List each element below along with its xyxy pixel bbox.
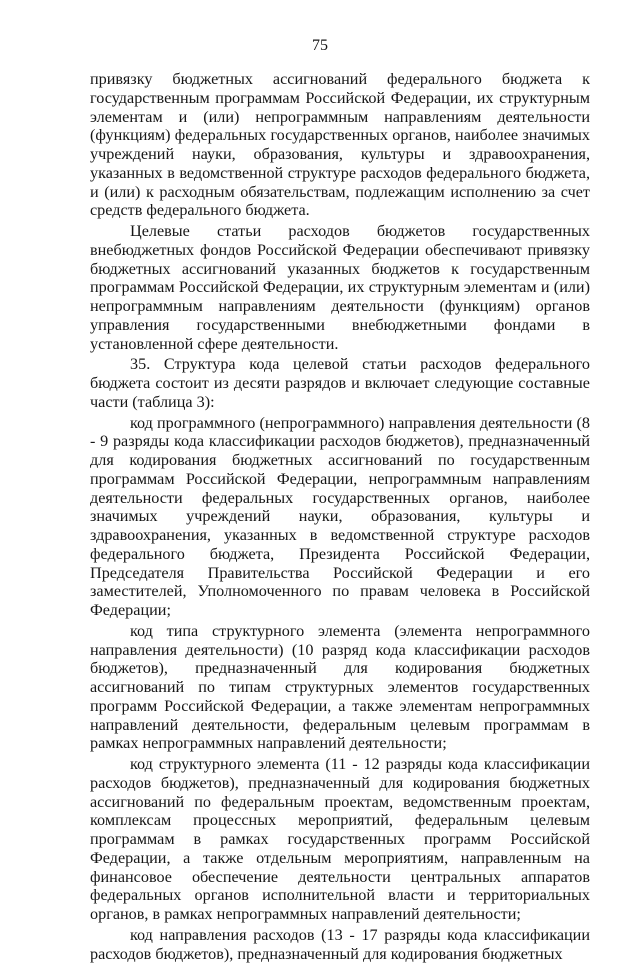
list-item-program-code: код программного (непрограммного) направления деятельности (8 - 9 разряды кода классификации расходов бюджетов), предназначенный для кодирования бюджетных ассигнований по государственным программам Российской Федерации, непрограммным направлениям деятельности федеральных государственных органов, наиболее значимых учреждений науки, образования, культуры и здравоохранения, указанных в ведомственной структуре расходов федерального бюджета, Президента Российской Федерации, Председателя Правительства Российской Федерации и его заместителей, Уполномоченного по правам человека в Российской Федерации; xyxy=(90,413,590,619)
document-body xyxy=(90,70,590,963)
page-number: 75 xyxy=(312,37,328,54)
paragraph-extrabudgetary-funds: Целевые статьи расходов бюджетов государственных внебюджетных фондов Российской Федерации обеспечивают привязку бюджетных ассигнований указанных бюджетов к государственным программам Российской Федерации, их структурным элементам и (или) непрограммным направлениям деятельности (функциям) органов управления государственными внебюджетными фондами в установленной сфере деятельности. xyxy=(90,222,590,353)
list-item-structural-element-code: код структурного элемента (11 - 12 разряды кода классификации расходов бюджетов), предназначенный для кодирования бюджетных ассигнований по федеральным проектам, ведомственным проектам, комплексам процессных мероприятий, федеральным целевым программам в рамках государственных программ Российской Федерации, а также отдельным мероприятиям, направленным на финансовое обеспечение деятельности центральных аппаратов федеральных органов исполнительной власти и территориальных органов, в рамках непрограммных направлений деятельности; xyxy=(90,755,590,923)
paragraph-clause-35: 35. Структура кода целевой статьи расходов федерального бюджета состоит из десяти разрядов и включает следующие составные части (таблица 3): xyxy=(90,355,590,411)
list-item-element-type-code: код типа структурного элемента (элемента непрограммного направления деятельности) (10 разряд кода классификации расходов бюджетов), предназначенный для кодирования бюджетных ассигнований по типам структурных элементов государственных программ Российской Федерации, а также элементам непрограммных направлений деятельности, федеральным целевым программам в рамках непрограммных направлений деятельности; xyxy=(90,621,590,753)
list-item-expense-direction-code: код направления расходов (13 - 17 разряды кода классификации расходов бюджетов), предназначенный для кодирования бюджетных xyxy=(90,925,590,963)
paragraph-continuation: привязку бюджетных ассигнований федерального бюджета к государственным программам Российской Федерации, их структурным элементам и (или) непрограммным направлениям деятельности (функциям) федеральных государственных органов, наиболее значимых учреждений науки, образования, культуры и здравоохранения, указанных в ведомственной структуре расходов федерального бюджета, и (или) к расходным обязательствам, подлежащим исполнению за счет средств федерального бюджета. xyxy=(90,70,590,220)
